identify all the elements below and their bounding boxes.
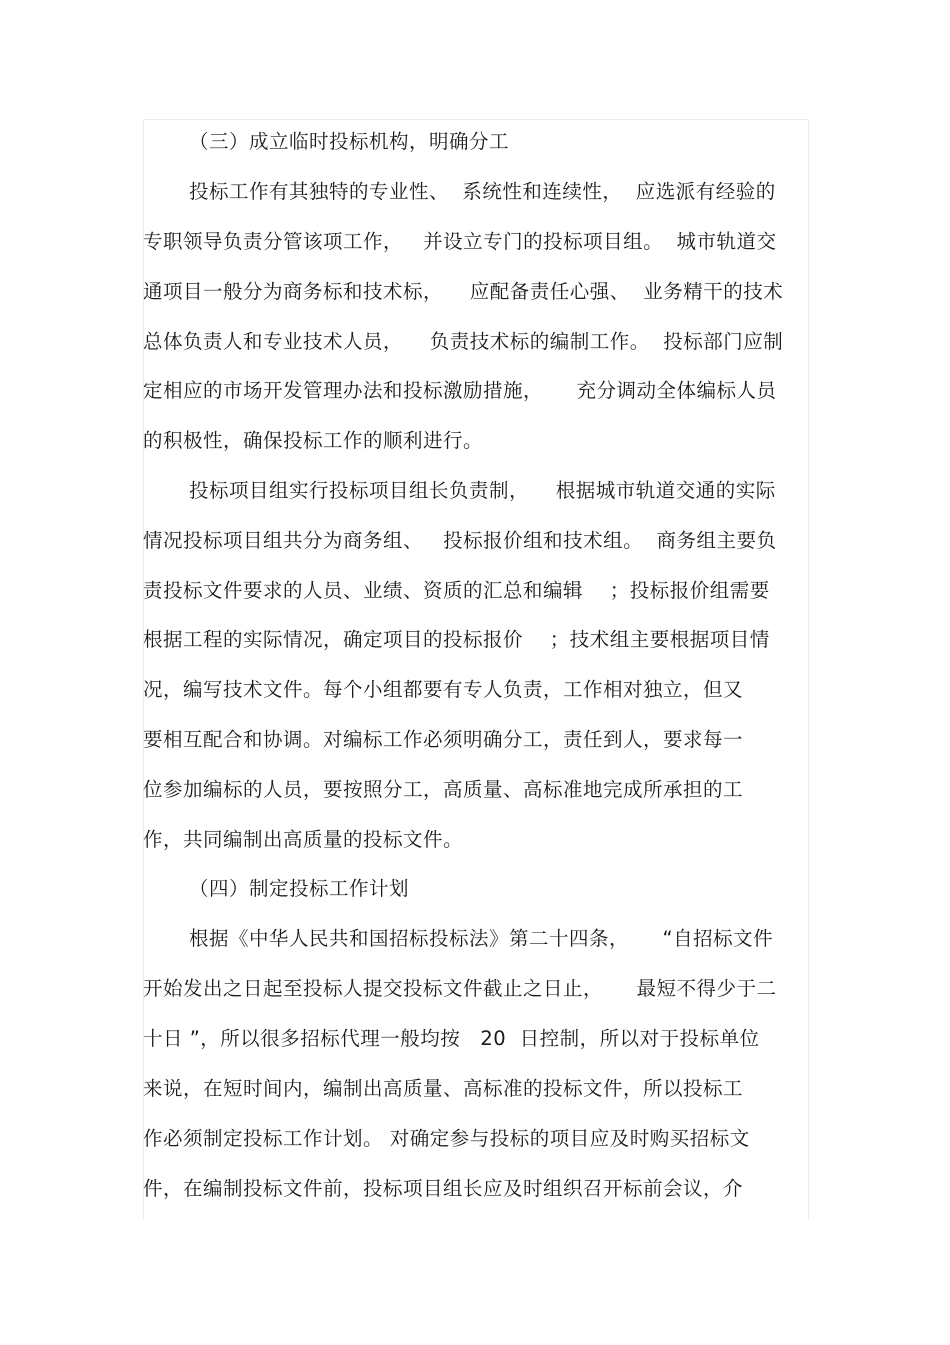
text-line: 的积极性，确保投标工作的顺利进行。 xyxy=(143,429,484,452)
text-line: 位参加编标的人员，要按照分工，高质量、高标准地完成所承担的工 xyxy=(143,778,744,801)
text-line: 专职领导负责分管该项工作， 并设立专门的投标项目组。 城市轨道交 xyxy=(143,230,777,253)
text-line: 根据工程的实际情况，确定项目的投标报价 ；技术组主要根据项目情 xyxy=(143,628,770,651)
text-line: 件，在编制投标文件前，投标项目组长应及时组织召开标前会议，介 xyxy=(143,1177,744,1200)
text-line: 作，共同编制出高质量的投标文件。 xyxy=(143,828,464,851)
text-line: 作必须制定投标工作计划。 对确定参与投标的项目应及时购买招标文 xyxy=(143,1127,750,1150)
text-line: 况，编写技术文件。每个小组都要有专人负责，工作相对独立，但又 xyxy=(143,678,744,701)
text-line: 责投标文件要求的人员、业绩、资质的汇总和编辑 ；投标报价组需要 xyxy=(143,579,770,602)
text-line: 情况投标项目组共分为商务组、 投标报价组和技术组。 商务组主要负 xyxy=(143,529,777,552)
heading-section-3: （三）成立临时投标机构，明确分工 xyxy=(189,130,510,153)
text-line: 开始发出之日起至投标人提交投标文件截止之日止， 最短不得少于二 xyxy=(143,977,777,1000)
text-line: 总体负责人和专业技术人员， 负责技术标的编制工作。 投标部门应制 xyxy=(143,330,784,353)
text-line: 投标工作有其独特的专业性、 系统性和连续性， 应选派有经验的 xyxy=(189,180,776,203)
heading-section-4: （四）制定投标工作计划 xyxy=(189,877,410,900)
text-line: 十日 ”，所以很多招标代理一般均按 20 日控制，所以对于投标单位 xyxy=(143,1027,760,1050)
text-line: 根据《中华人民共和国招标投标法》第二十四条， “自招标文件 xyxy=(189,927,774,950)
text-line: 要相互配合和协调。对编标工作必须明确分工，责任到人，要求每一 xyxy=(143,728,744,751)
text-line: 投标项目组实行投标项目组长负责制， 根据城市轨道交通的实际 xyxy=(189,479,776,502)
text-line: 通项目一般分为商务标和技术标， 应配备责任心强、 业务精干的技术 xyxy=(143,280,784,303)
text-line: 来说，在短时间内，编制出高质量、高标准的投标文件，所以投标工 xyxy=(143,1077,744,1100)
text-line: 定相应的市场开发管理办法和投标激励措施， 充分调动全体编标人员 xyxy=(143,379,777,402)
